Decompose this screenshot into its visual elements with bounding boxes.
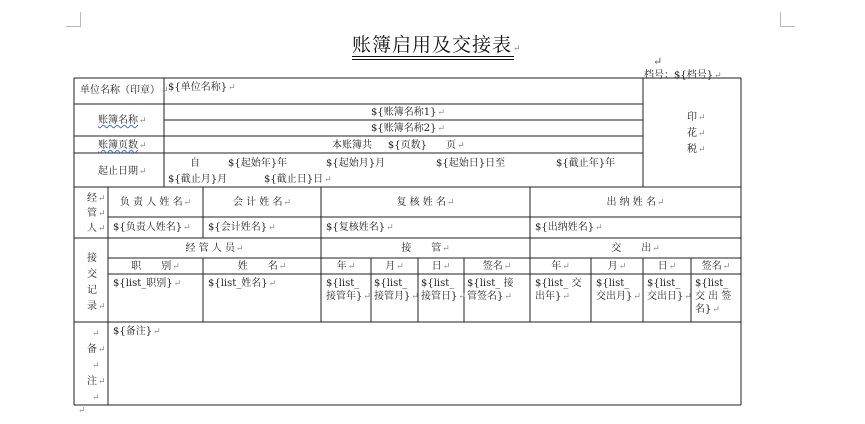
remarks-side-label: 备↵ bbox=[87, 344, 106, 355]
handover-cell: ${list_ 交 出年}↵ bbox=[535, 278, 582, 302]
remarks-value: ${备注}↵ bbox=[113, 326, 161, 337]
document-title: 账簿启用及交接表↵ bbox=[352, 34, 522, 56]
handover-cell: ${list_ 接 管签名}↵ bbox=[467, 278, 514, 302]
manager-header: 会 计 姓 名↵ bbox=[232, 197, 292, 208]
period-end-month: ${截止月}月 bbox=[168, 174, 228, 185]
handover-subheader: 月↵ bbox=[607, 261, 627, 272]
remarks-mark: ↵ bbox=[92, 393, 100, 403]
book-pages-label: 账簿页数↵ bbox=[98, 140, 147, 151]
unit-name-label: 单位名称（印章）↵ bbox=[80, 85, 169, 96]
remarks-mark: ↵ bbox=[92, 361, 100, 371]
managers-side-label: 经↵ bbox=[87, 193, 106, 204]
archive-number: 档号：${档号}↵ bbox=[644, 70, 722, 81]
period-from: 自 bbox=[190, 158, 200, 169]
manager-value: ${出纳姓名}↵ bbox=[535, 222, 603, 233]
handover-subheader: 年↵ bbox=[336, 261, 356, 272]
handover-cell: ${list_姓名}↵ bbox=[208, 278, 277, 289]
handover-group-header: 经 管 人 员↵ bbox=[185, 243, 244, 254]
book-name-2: ${账簿名称2}↵ bbox=[371, 123, 445, 134]
stamp-char: 印↵ bbox=[687, 112, 706, 123]
period-start-year: ${起始年}年 bbox=[228, 158, 288, 169]
paragraph-mark: ↵ bbox=[78, 406, 86, 416]
handover-subheader: 日↵ bbox=[431, 261, 451, 272]
manager-header: 出 纳 姓 名↵ bbox=[606, 197, 665, 208]
handover-cell: ${list_职别}↵ bbox=[113, 278, 182, 289]
handover-cell: ${list_ 交出月}↵ bbox=[596, 278, 641, 302]
handover-group-header: 接 管↵ bbox=[401, 243, 450, 254]
unit-name-value: ${单位名称}↵ bbox=[168, 82, 236, 93]
handover-subheader: 年↵ bbox=[551, 261, 570, 272]
handover-side-label: 记 bbox=[87, 285, 97, 296]
handover-subheader: 签名↵ bbox=[482, 261, 512, 272]
managers-side-label: 人↵ bbox=[87, 223, 106, 234]
handover-cell: ${list_ 交出日}↵ bbox=[647, 278, 692, 302]
book-pages-text: 本账簿共 ${页数} 页↵ bbox=[332, 140, 465, 151]
book-name-label: 账簿名称↵ bbox=[98, 115, 147, 126]
book-name-1: ${账簿名称1}↵ bbox=[371, 107, 445, 118]
handover-cell: ${list_ 交 出 签 名}↵ bbox=[695, 278, 732, 315]
handover-subheader: 月↵ bbox=[385, 261, 404, 272]
handover-subheader: 姓 名↵ bbox=[237, 261, 287, 272]
manager-header: 复 核 姓 名↵ bbox=[396, 197, 455, 208]
remarks-mark: ↵ bbox=[92, 329, 100, 339]
period-start-day: ${起始日}日至 bbox=[436, 158, 506, 169]
manager-header: 负 责 人 姓 名↵ bbox=[119, 197, 192, 208]
handover-side-label: 接 bbox=[87, 253, 97, 264]
handover-subheader: 日↵ bbox=[657, 261, 677, 272]
manager-value: ${复核姓名}↵ bbox=[326, 222, 394, 233]
handover-group-header: 交 出↵ bbox=[611, 243, 660, 254]
remarks-side-label: 注↵ bbox=[87, 376, 106, 387]
stamp-char: 税↵ bbox=[687, 144, 706, 155]
manager-value: ${会计姓名}↵ bbox=[208, 222, 276, 233]
period-label: 起止日期↵ bbox=[98, 166, 147, 177]
managers-side-label: 管↵ bbox=[87, 208, 106, 219]
anchor-arrow-icon: ↵ bbox=[653, 55, 663, 68]
handover-subheader: 职 别↵ bbox=[131, 261, 180, 272]
handover-cell: ${list_ 接管月}↵ bbox=[374, 278, 419, 302]
period-end-year: ${截止年}年 bbox=[556, 158, 616, 169]
stamp-char: 花↵ bbox=[687, 128, 706, 139]
handover-cell: ${list_ 接管年}↵ bbox=[326, 278, 371, 302]
period-start-month: ${起始月}月 bbox=[326, 158, 386, 169]
handover-cell: ${list_ 接管日}↵ bbox=[421, 278, 466, 302]
period-end-day: ${截止日}日↵ bbox=[264, 174, 332, 185]
handover-side-label: 录↵ bbox=[87, 301, 106, 312]
handover-subheader: 签名↵ bbox=[701, 261, 731, 272]
manager-value: ${负责人姓名}↵ bbox=[113, 222, 191, 233]
handover-side-label: 交 bbox=[87, 269, 97, 280]
